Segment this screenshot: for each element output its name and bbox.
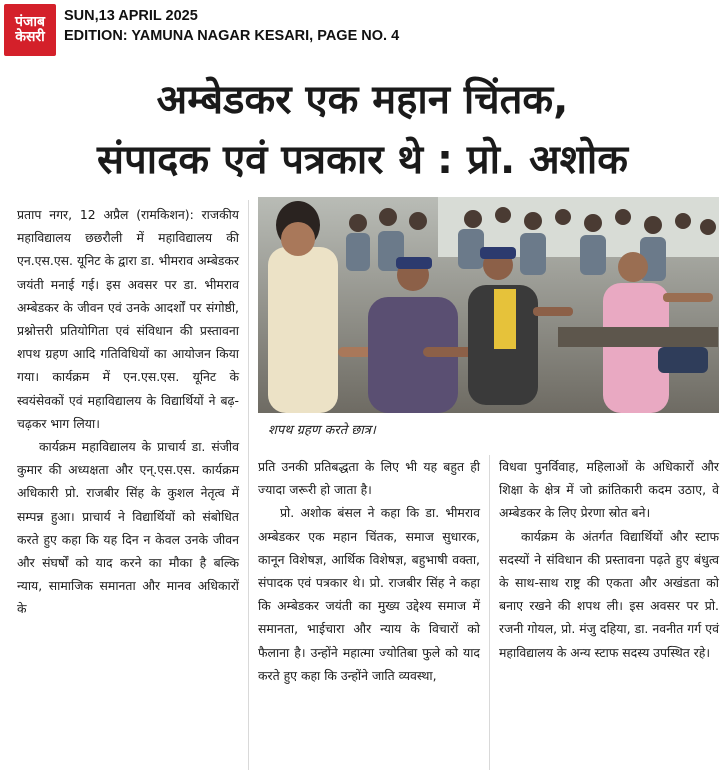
article-column-3 <box>499 455 719 664</box>
publication-date: SUN,13 APRIL 2025 <box>64 8 198 24</box>
article-paragraph: प्रो. अशोक बंसल ने कहा कि डा. भीमराव अम्बेडकर एक महान चिंतक, समाज सुधारक, कानून विशेषज्ञ, आर्थिक विशेषज्ञ, बहुभाषी वक्ता, संपादक एवं पत्रकार थे। प्रो. राजबीर सिंह ने कहा कि अम्बेडकर जयंती का मुख्य उद्देश्य समाज में समानता, भाईचारा और न्याय के विचारों को फैलाना है। उन्होंने महात्मा ज्योतिबा फुले को याद करते हुए कहा कि उन्होंने जाति व्यवस्था, <box>258 505 480 683</box>
logo-line-1: पंजाब <box>15 14 45 31</box>
headline-line-2: संपादक एवं पत्रकार थे : प्रो. अशोक <box>97 137 628 183</box>
article-paragraph: प्रति उनकी प्रतिबद्धता के लिए भी यह बहुत ही ज्यादा जरूरी हो जाता है। <box>258 459 480 498</box>
photo-caption: शपथ ग्रहण करते छात्र। <box>268 423 376 438</box>
headline <box>0 70 725 190</box>
article-column-1 <box>17 203 239 621</box>
article-paragraph: प्रताप नगर, 12 अप्रैल (रामकिशन): राजकीय महाविद्यालय छछरौली में महाविद्यालय की एन.एस.एस. यूनिट के द्वारा डा. भीमराव अम्बेडकर जयंती मनाई गई। इस अवसर पर डा. भीमराव अम्बेडकर के जीवन एवं उनके आदर्शों पर संगोष्ठी, प्रश्नोत्तरी प्रतियोगिता एवं संविधान की प्रस्तावना शपथ ग्रहण आदि गतिविधियों का आयोजन किया गया। कार्यक्रम में एन.एस.एस. यूनिट के स्वयंसेवकों एवं महाविद्यालय के विद्यार्थियों ने बढ़-चढ़कर भाग लिया। <box>17 207 239 431</box>
newspaper-logo <box>4 4 56 56</box>
students-taking-oath-photo <box>258 197 719 413</box>
article-paragraph: कार्यक्रम के अंतर्गत विद्यार्थियों और स्टाफ सदस्यों ने संविधान की प्रस्तावना पढ़ते हुए बंधुत्व के साथ-साथ राष्ट्र की एकता और अखंडता को बनाए रखने की शपथ ली। इस अवसर पर प्रो. रजनी गोयल, प्रो. मंजु दहिया, डा. नवनीत गर्ग एवं महाविद्यालय के अन्य स्टाफ सदस्य उपस्थित रहे। <box>499 528 719 660</box>
logo-line-2: केसरी <box>15 29 45 45</box>
news-photo <box>258 197 719 413</box>
edition-line: EDITION: YAMUNA NAGAR KESARI, PAGE NO. 4 <box>64 28 400 44</box>
column-divider <box>489 455 490 770</box>
column-divider <box>248 200 249 770</box>
masthead <box>0 0 725 64</box>
article-column-2 <box>258 455 480 687</box>
edition-info <box>64 6 399 46</box>
article-paragraph: विधवा पुनर्विवाह, महिलाओं के अधिकारों और शिक्षा के क्षेत्र में जो क्रांतिकारी कदम उठाए, वे अम्बेडकर के लिए प्रेरणा स्रोत बने। <box>499 459 719 521</box>
headline-line-1: अम्बेडकर एक महान चिंतक, <box>156 77 569 123</box>
article-paragraph: कार्यक्रम महाविद्यालय के प्राचार्य डा. संजीव कुमार की अध्यक्षता और एन्.एस.एस. कार्यक्रम अधिकारी प्रो. राजबीर सिंह के कुशल नेतृत्व में सम्पन्न हुआ। प्राचार्य ने विद्यार्थियों को संबोधित करते हुए कहा कि यह दिन न केवल उनके जीवन और संघर्षों को याद करने का मौका है बल्कि न्याय, सामाजिक समानता और मानव अधिकारों के <box>17 439 239 617</box>
